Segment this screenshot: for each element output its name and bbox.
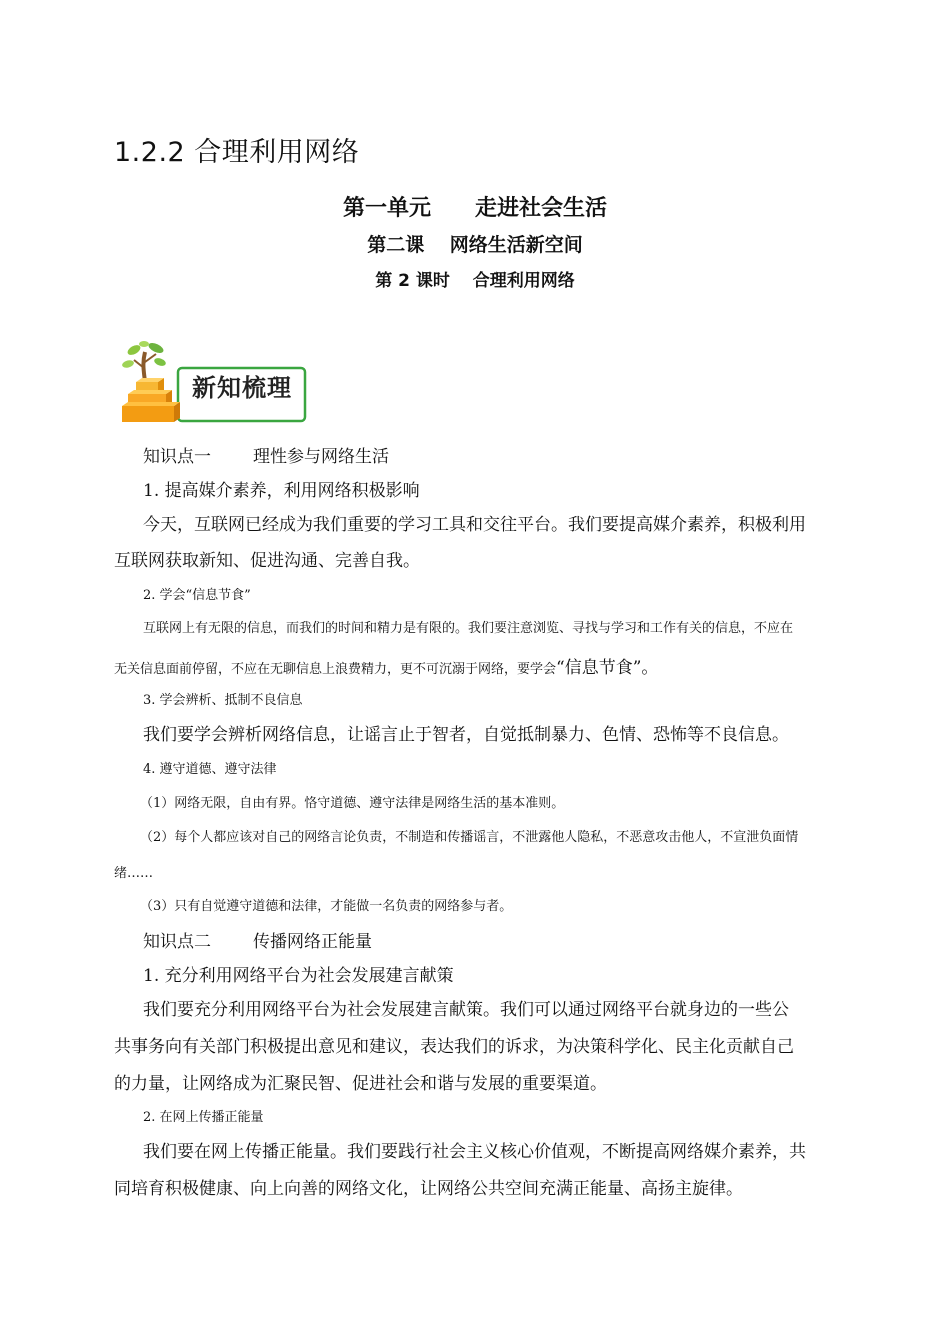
kp2-section-1-para-line-2: 共事务向有关部门积极提出意见和建议，表达我们的诉求，为决策科学化、民主化贡献自己 xyxy=(114,1037,794,1057)
kp2-section-2-para-line-2: 同培育积极健康、向上向善的网络文化，让网络公共空间充满正能量、高扬主旋律。 xyxy=(114,1179,743,1199)
kp1-section-4-item-2-line-2: 绪…… xyxy=(114,866,154,881)
kp1-number: 知识点一 xyxy=(143,447,211,467)
knowledge-point-1-heading xyxy=(143,442,389,467)
kp1-section-1-para-line-2: 互联网获取新知、促进沟通、完善自我。 xyxy=(114,551,420,571)
kp1-section-1-title: 1. 提高媒介素养，利用网络积极影响 xyxy=(143,481,420,501)
knowledge-point-2-heading xyxy=(143,927,372,952)
kp2-title: 传播网络正能量 xyxy=(253,932,372,952)
kp1-title: 理性参与网络生活 xyxy=(253,447,389,467)
lesson-heading: 第二课 网络生活新空间 xyxy=(367,234,583,256)
document-title: 1.2.2 合理利用网络 xyxy=(114,137,360,168)
kp1-section-2-para-line-2 xyxy=(114,653,658,678)
kp2-section-2-title: 2. 在网上传播正能量 xyxy=(143,1110,264,1125)
section-badge xyxy=(118,338,308,428)
kp1-section-2-para-text: 无关信息面前停留，不应在无聊信息上浪费精力，更不可沉溺于网络，要学会 xyxy=(114,662,557,677)
kp1-section-3-para: 我们要学会辨析网络信息，让谣言止于智者，自觉抵制暴力、色情、恐怖等不良信息。 xyxy=(143,725,789,745)
kp2-section-1-para-line-3: 的力量，让网络成为汇聚民智、促进社会和谐与发展的重要渠道。 xyxy=(114,1074,607,1094)
kp1-section-4-item-2-line-1: （2）每个人都应该对自己的网络言论负责，不制造和传播谣言，不泄露他人隐私，不恶意攻击他人，不宣泄负面情 xyxy=(140,830,799,845)
kp1-section-4-item-3: （3）只有自觉遵守道德和法律，才能做一名负责的网络参与者。 xyxy=(140,899,513,914)
period-heading: 第 2 课时 合理利用网络 xyxy=(375,271,575,291)
kp1-section-2-quote: “信息节食”。 xyxy=(556,658,659,678)
kp1-section-1-para-line-1: 今天，互联网已经成为我们重要的学习工具和交往平台。我们要提高媒介素养，积极利用 xyxy=(143,515,806,535)
kp1-section-2-title: 2. 学会“信息节食” xyxy=(143,588,251,603)
kp2-section-1-para-line-1: 我们要充分利用网络平台为社会发展建言献策。我们可以通过网络平台就身边的一些公 xyxy=(143,1000,789,1020)
kp1-section-3-title: 3. 学会辨析、抵制不良信息 xyxy=(143,693,303,708)
kp2-number: 知识点二 xyxy=(143,932,211,952)
unit-heading: 第一单元 走进社会生活 xyxy=(342,196,607,221)
kp1-section-2-para-line-1: 互联网上有无限的信息，而我们的时间和精力是有限的。我们要注意浏览、寻找与学习和工作有关的信息，不应在 xyxy=(143,621,794,636)
kp1-section-4-item-1: （1）网络无限，自由有界。恪守道德、遵守法律是网络生活的基本准则。 xyxy=(140,796,565,811)
kp2-section-1-title: 1. 充分利用网络平台为社会发展建言献策 xyxy=(143,966,454,986)
kp2-section-2-para-line-1: 我们要在网上传播正能量。我们要践行社会主义核心价值观，不断提高网络媒介素养，共 xyxy=(143,1142,806,1162)
kp1-section-4-title: 4. 遵守道德、遵守法律 xyxy=(143,762,277,777)
badge-label: 新知梳理 xyxy=(192,374,292,402)
